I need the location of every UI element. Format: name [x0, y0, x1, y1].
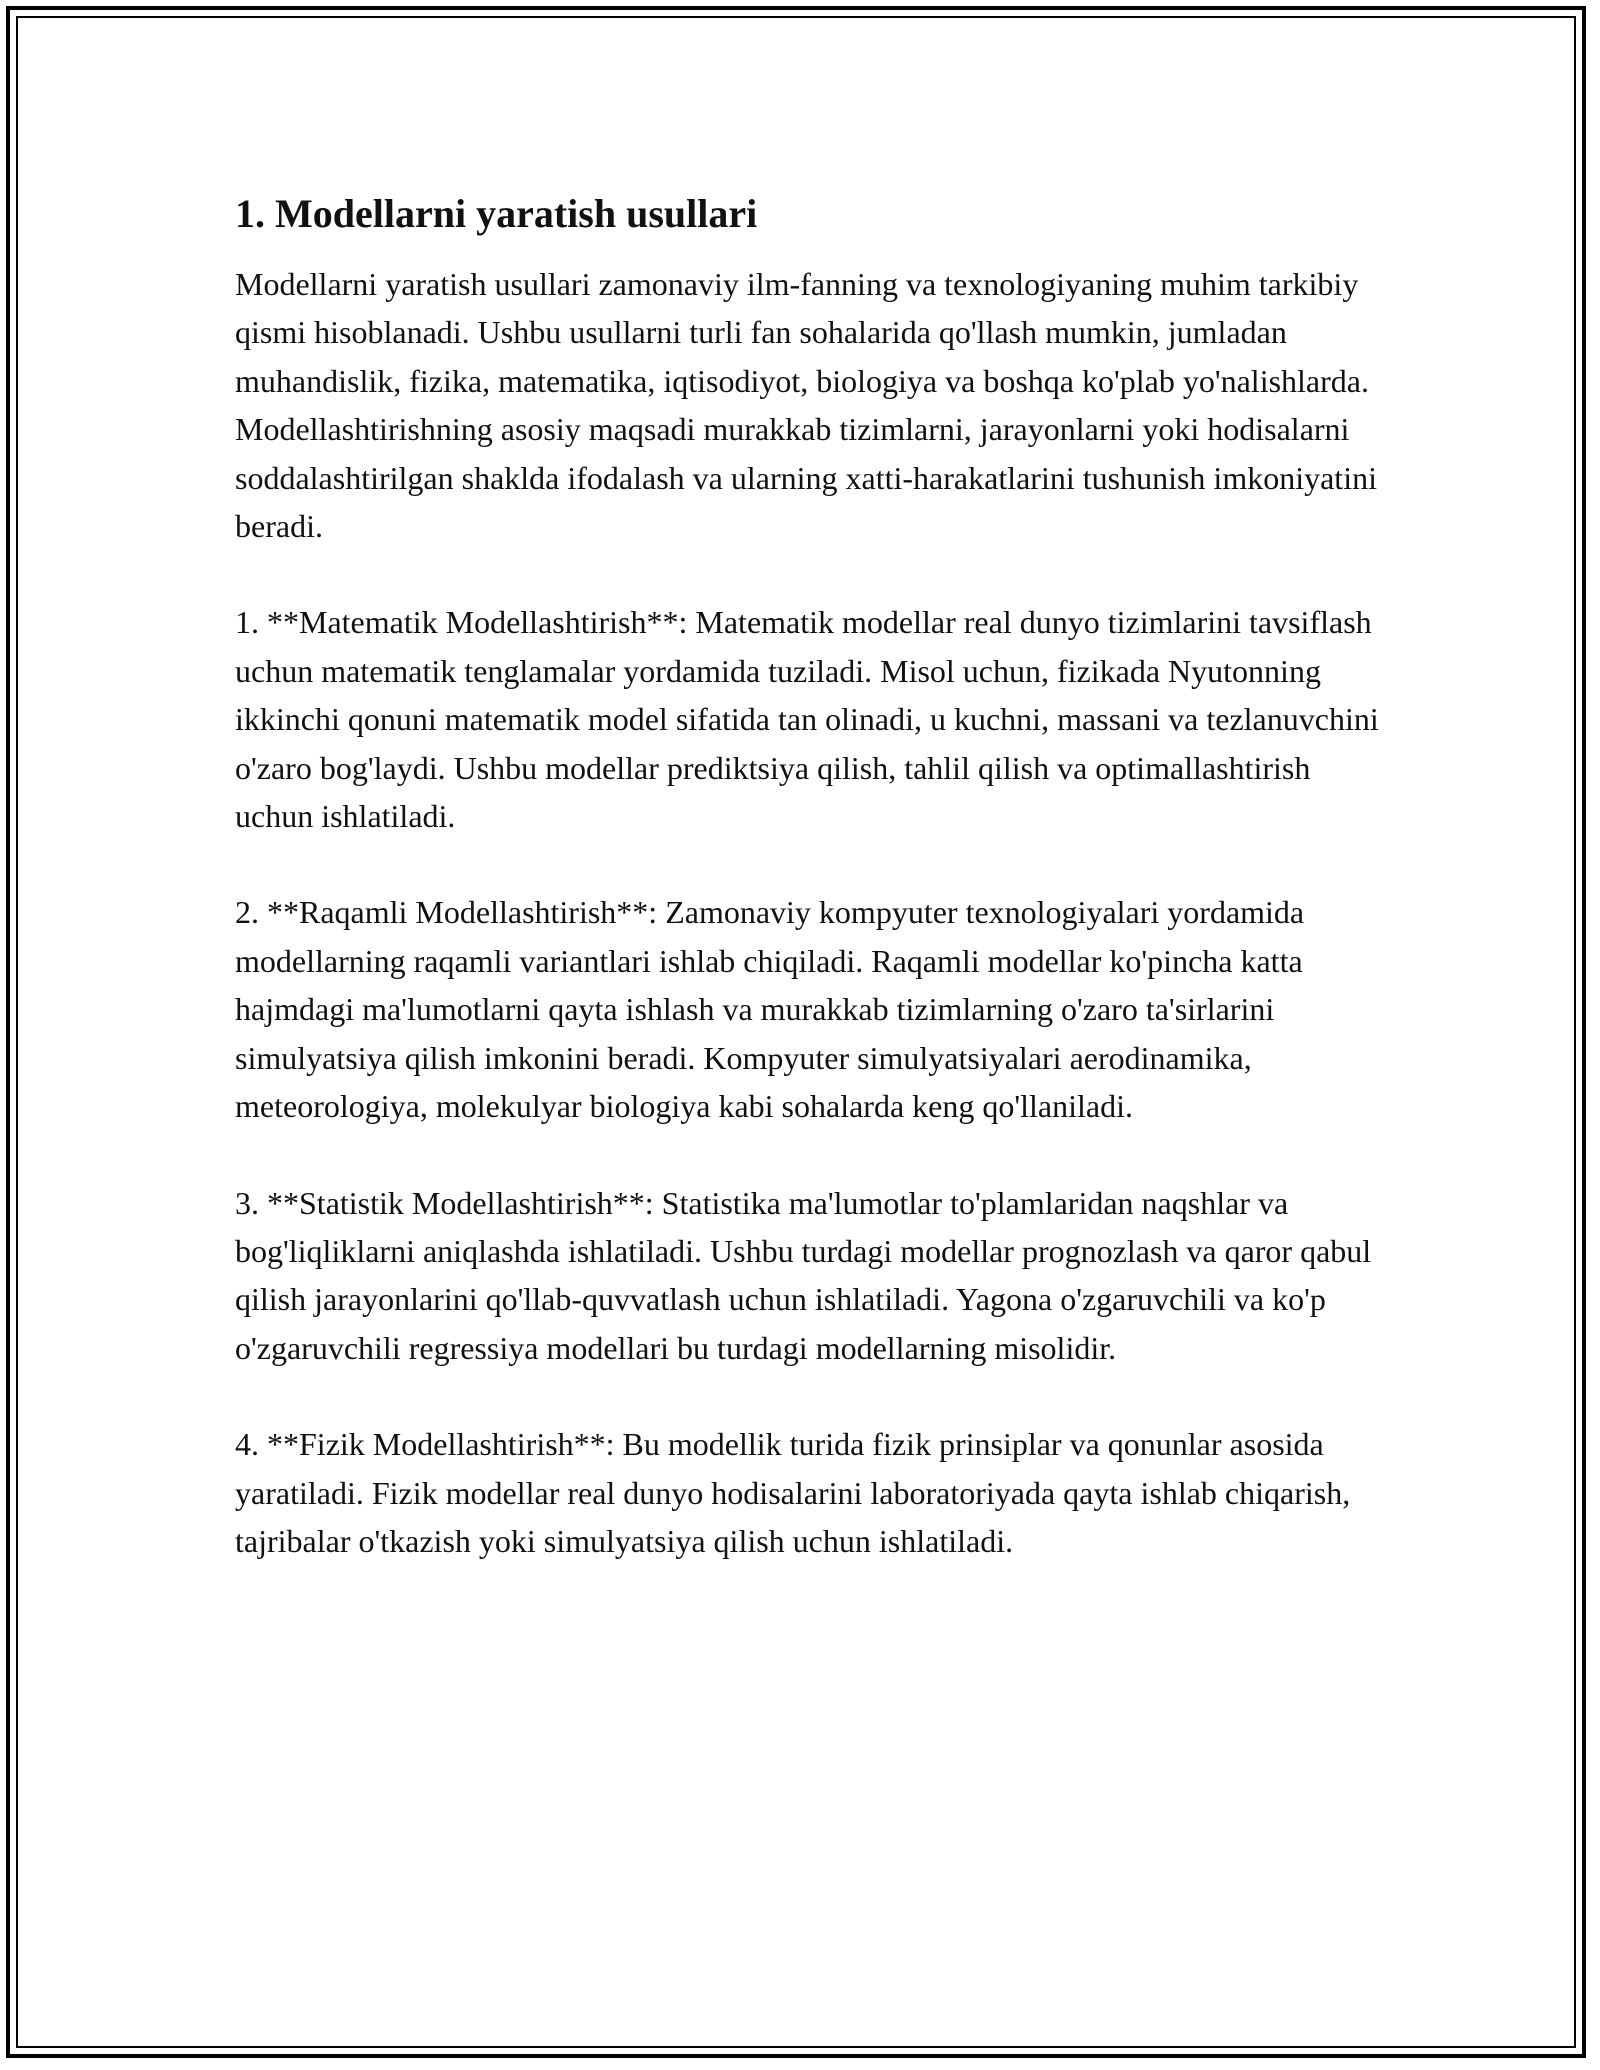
section-heading: 1. Modellarni yaratish usullari	[235, 191, 758, 236]
intro-paragraph: Modellarni yaratish usullari zamonaviy ilm-fanning va texnologiyaning muhim tarkibiy qismi hisoblanadi. Ushbu usullarni turli fan sohalarida qo'llash mumkin, jumladan muhandislik, fizika, matematika, iqtisodiyot, biologiya va boshqa ko'plab yo'nalishlarda. Modellashtirishning asosiy maqsadi murakkab tizimlarni, jarayonlarni yoki hodisalarni soddalashtirilgan shaklda ifodalash va ularning xatti-harakatlarini tushunish imkoniyatini beradi.	[235, 266, 1377, 545]
list-item-matematik: 1. **Matematik Modellashtirish**: Matematik modellar real dunyo tizimlarini tavsiflash uchun matematik tenglamalar yordamida tuziladi. Misol uchun, fizikada Nyutonning ikkinchi qonuni matematik model sifatida tan olinadi, u kuchni, massani va tezlanuvchini o'zaro bog'laydi. Ushbu modellar prediktsiya qilish, tahlil qilish va optimallashtirish uchun ishlatiladi.	[235, 604, 1379, 835]
list-item-statistik: 3. **Statistik Modellashtirish**: Statistika ma'lumotlar to'plamlaridan naqshlar va bog'liqliklarni aniqlashda ishlatiladi. Ushbu turdagi modellar prognozlash va qaror qabul qilish jarayonlarini qo'llab-quvvatlash uchun ishlatiladi. Yagona o'zgaruvchili va ko'p o'zgaruvchili regressiya modellari bu turdagi modellarning misolidir.	[235, 1184, 1372, 1366]
document-body	[235, 186, 1385, 1613]
list-item-fizik: 4. **Fizik Modellashtirish**: Bu modellik turida fizik prinsiplar va qonunlar asosida yaratiladi. Fizik modellar real dunyo hodisalarini laboratoriyada qayta ishlab chiqarish, tajribalar o'tkazish yoki simulyatsiya qilish uchun ishlatiladi.	[235, 1426, 1351, 1559]
list-item-raqamli: 2. **Raqamli Modellashtirish**: Zamonaviy kompyuter texnologiyalari yordamida modellarning raqamli variantlari ishlab chiqiladi. Raqamli modellar ko'pincha katta hajmdagi ma'lumotlarni qayta ishlash va murakkab tizimlarning o'zaro ta'sirlarini simulyatsiya qilish imkonini beradi. Kompyuter simulyatsiyalari aerodinamika, meteorologiya, molekulyar biologiya kabi sohalarda keng qo'llaniladi.	[235, 894, 1305, 1125]
